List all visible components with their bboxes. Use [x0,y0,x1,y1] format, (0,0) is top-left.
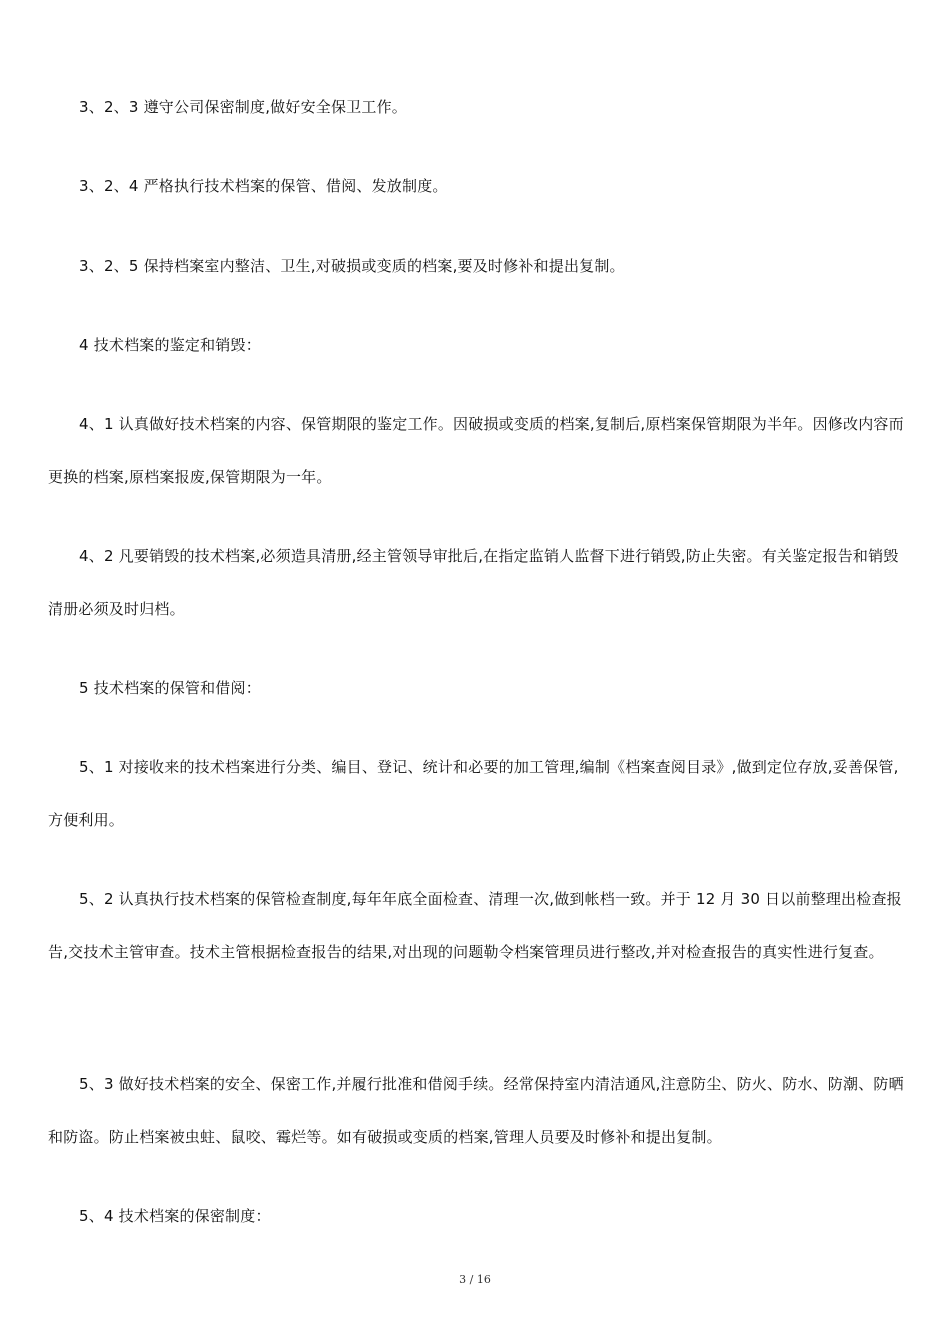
page-number: 3 / 16 [459,1273,491,1286]
heading-section-4: 4 技术档案的鉴定和销毁： [79,336,261,354]
paragraph-5-2: 5、2 认真执行技术档案的保管检查制度,每年年底全面检查、清理一次,做到帐档一致。并于 12 月 30 日以前整理出检查报告,交技术主管审查。技术主管根据检查报告的结果,对出现的问题勒令档案管理员进行整改,并对检查报告的真实性进行复查。 [48,890,902,961]
paragraph-4-2: 4、2 凡要销毁的技术档案,必须造具清册,经主管领导审批后,在指定监销人监督下进行销毁,防止失密。有关鉴定报告和销毁清册必须及时归档。 [48,547,899,618]
paragraph-3-2-3: 3、2、3 遵守公司保密制度,做好安全保卫工作。 [79,98,407,116]
paragraph-5-3: 5、3 做好技术档案的安全、保密工作,并履行批准和借阅手续。经常保持室内清洁通风,注意防尘、防火、防水、防潮、防晒和防盗。防止档案被虫蛀、鼠咬、霉烂等。如有破损或变质的档案,管理人员要及时修补和提出复制。 [48,1075,904,1146]
paragraph-4-1: 4、1 认真做好技术档案的内容、保管期限的鉴定工作。因破损或变质的档案,复制后,原档案保管期限为半年。因修改内容而更换的档案,原档案报废,保管期限为一年。 [48,415,904,486]
paragraph-3-2-4: 3、2、4 严格执行技术档案的保管、借阅、发放制度。 [79,177,448,195]
paragraph-5-1: 5、1 对接收来的技术档案进行分类、编目、登记、统计和必要的加工管理,编制《档案查阅目录》,做到定位存放,妥善保管,方便利用。 [48,758,899,829]
heading-section-5: 5 技术档案的保管和借阅： [79,679,261,697]
heading-5-4: 5、4 技术档案的保密制度： [79,1207,271,1225]
paragraph-3-2-5: 3、2、5 保持档案室内整洁、卫生,对破损或变质的档案,要及时修补和提出复制。 [79,257,625,275]
